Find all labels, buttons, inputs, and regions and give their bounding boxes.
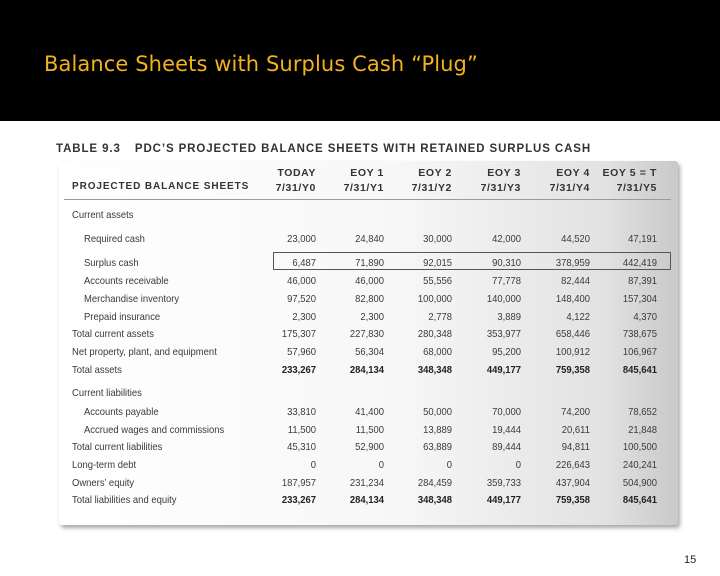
row-label: Merchandise inventory <box>84 293 180 305</box>
table-row <box>0 364 720 380</box>
cell-eoy4: 94,811 <box>561 441 590 453</box>
cell-today: 6,487 <box>292 257 316 269</box>
cell-eoy3: 353,977 <box>486 328 521 340</box>
cell-eoy5: 87,391 <box>628 275 657 287</box>
cell-eoy2: 0 <box>446 459 452 471</box>
row-label: Required cash <box>84 233 145 245</box>
row-label: Owners’ equity <box>72 477 135 489</box>
table-row <box>0 406 720 422</box>
cell-eoy3: 77,778 <box>492 275 521 287</box>
column-header-eoy3 <box>441 166 521 196</box>
title-band <box>0 0 720 121</box>
cell-eoy2: 50,000 <box>423 406 452 418</box>
cell-eoy1: 0 <box>378 459 384 471</box>
cell-eoy3: 449,177 <box>486 364 521 376</box>
cell-today: 33,810 <box>287 406 316 418</box>
cell-eoy1: 284,134 <box>349 364 384 376</box>
table-row <box>0 346 720 362</box>
column-header-date: 7/31/Y0 <box>275 182 316 194</box>
cell-today: 175,307 <box>281 328 316 340</box>
cell-eoy4: 759,358 <box>555 494 590 506</box>
cell-eoy3: 449,177 <box>486 494 521 506</box>
row-label: Surplus cash <box>84 257 139 269</box>
cell-eoy1: 56,304 <box>355 346 384 358</box>
cell-eoy2: 30,000 <box>423 233 452 245</box>
cell-eoy3: 42,000 <box>492 233 521 245</box>
section-heading-row <box>0 209 720 225</box>
cell-eoy1: 71,890 <box>355 257 384 269</box>
section-heading-row <box>0 387 720 403</box>
row-label: Net property, plant, and equipment <box>72 346 217 358</box>
cell-eoy2: 2,778 <box>428 311 452 323</box>
page-number: 15 <box>684 554 697 566</box>
cell-eoy1: 41,400 <box>355 406 384 418</box>
table-row <box>0 328 720 344</box>
column-header-period: EOY 2 <box>418 167 452 179</box>
cell-eoy2: 63,889 <box>423 441 452 453</box>
cell-eoy1: 11,500 <box>355 424 384 436</box>
cell-eoy5: 47,191 <box>628 233 657 245</box>
table-caption <box>56 143 591 155</box>
cell-eoy4: 658,446 <box>555 328 590 340</box>
table-row <box>0 275 720 291</box>
column-header-date: 7/31/Y2 <box>411 182 452 194</box>
cell-eoy4: 437,904 <box>555 477 590 489</box>
column-header-period: EOY 1 <box>350 167 384 179</box>
cell-eoy4: 100,912 <box>555 346 590 358</box>
row-label: Accrued wages and commissions <box>84 424 225 436</box>
cell-eoy1: 2,300 <box>360 311 384 323</box>
column-header-date: 7/31/Y4 <box>549 182 590 194</box>
cell-eoy3: 140,000 <box>486 293 521 305</box>
cell-eoy5: 845,641 <box>622 364 657 376</box>
row-label: Total current assets <box>72 328 154 340</box>
cell-eoy4: 378,959 <box>555 257 590 269</box>
cell-eoy1: 231,234 <box>349 477 384 489</box>
cell-today: 187,957 <box>281 477 316 489</box>
cell-eoy2: 348,348 <box>417 494 452 506</box>
table-row <box>0 233 720 249</box>
cell-eoy2: 55,556 <box>423 275 452 287</box>
cell-today: 0 <box>310 459 316 471</box>
cell-eoy4: 44,520 <box>561 233 590 245</box>
cell-eoy4: 82,444 <box>561 275 590 287</box>
cell-eoy4: 226,643 <box>555 459 590 471</box>
header-rule <box>64 199 671 200</box>
column-header-date: 7/31/Y5 <box>616 182 657 194</box>
cell-eoy3: 3,889 <box>497 311 521 323</box>
cell-eoy4: 74,200 <box>561 406 590 418</box>
cell-eoy1: 82,800 <box>355 293 384 305</box>
slide-title: Balance Sheets with Surplus Cash “Plug” <box>44 52 478 76</box>
cell-eoy1: 227,830 <box>349 328 384 340</box>
cell-eoy5: 845,641 <box>622 494 657 506</box>
table-number: TABLE 9.3 <box>56 143 121 155</box>
cell-eoy1: 284,134 <box>349 494 384 506</box>
cell-eoy1: 52,900 <box>355 441 384 453</box>
row-label: Prepaid insurance <box>84 311 161 323</box>
cell-eoy3: 90,310 <box>492 257 521 269</box>
cell-eoy2: 92,015 <box>423 257 452 269</box>
table-row <box>0 293 720 309</box>
table-row <box>0 424 720 440</box>
cell-eoy2: 348,348 <box>417 364 452 376</box>
row-label: Total current liabilities <box>72 441 163 453</box>
cell-eoy2: 68,000 <box>423 346 452 358</box>
cell-eoy5: 4,370 <box>633 311 657 323</box>
cell-today: 97,520 <box>287 293 316 305</box>
table-row <box>0 477 720 493</box>
cell-eoy4: 20,611 <box>561 424 590 436</box>
column-header-eoy5 <box>577 166 657 196</box>
surplus-cash-highlight <box>273 252 671 270</box>
cell-eoy3: 359,733 <box>486 477 521 489</box>
cell-today: 2,300 <box>292 311 316 323</box>
row-label: Total assets <box>72 364 122 376</box>
cell-today: 57,960 <box>287 346 316 358</box>
cell-eoy3: 19,444 <box>492 424 521 436</box>
cell-eoy3: 70,000 <box>492 406 521 418</box>
cell-eoy5: 240,241 <box>622 459 657 471</box>
cell-eoy2: 280,348 <box>417 328 452 340</box>
cell-eoy5: 21,848 <box>628 424 657 436</box>
column-header-date: 7/31/Y1 <box>343 182 384 194</box>
cell-eoy4: 4,122 <box>566 311 590 323</box>
cell-eoy3: 0 <box>515 459 521 471</box>
table-caption-text: PDC’S PROJECTED BALANCE SHEETS WITH RETAINED SURPLUS CASH <box>134 143 592 155</box>
cell-eoy5: 157,304 <box>622 293 657 305</box>
cell-eoy4: 759,358 <box>555 364 590 376</box>
column-header-period: EOY 4 <box>556 167 590 179</box>
column-header-period: EOY 5 = T <box>602 167 657 179</box>
cell-today: 233,267 <box>281 494 316 506</box>
row-label: Long-term debt <box>72 459 137 471</box>
cell-eoy3: 95,200 <box>492 346 521 358</box>
column-header-period: EOY 3 <box>487 167 521 179</box>
row-header: PROJECTED BALANCE SHEETS <box>72 181 250 192</box>
cell-eoy1: 24,840 <box>355 233 384 245</box>
table-row <box>0 441 720 457</box>
cell-today: 46,000 <box>287 275 316 287</box>
cell-today: 23,000 <box>287 233 316 245</box>
cell-eoy2: 13,889 <box>423 424 452 436</box>
column-header-eoy2 <box>372 166 452 196</box>
table-row <box>0 459 720 475</box>
cell-eoy4: 148,400 <box>555 293 590 305</box>
cell-eoy1: 46,000 <box>355 275 384 287</box>
cell-eoy2: 284,459 <box>417 477 452 489</box>
row-label: Accounts receivable <box>84 275 169 287</box>
cell-eoy5: 78,652 <box>628 406 657 418</box>
cell-eoy2: 100,000 <box>417 293 452 305</box>
cell-today: 11,500 <box>287 424 316 436</box>
column-header-date: 7/31/Y3 <box>480 182 521 194</box>
table-row <box>0 494 720 510</box>
row-label: Current liabilities <box>72 387 142 399</box>
cell-today: 45,310 <box>287 441 316 453</box>
row-label: Total liabilities and equity <box>72 494 177 506</box>
column-header-period: TODAY <box>277 167 316 179</box>
table-row <box>0 311 720 327</box>
row-label: Accounts payable <box>84 406 159 418</box>
cell-eoy5: 106,967 <box>622 346 657 358</box>
cell-eoy3: 89,444 <box>492 441 521 453</box>
cell-eoy5: 100,500 <box>622 441 657 453</box>
cell-eoy5: 504,900 <box>622 477 657 489</box>
cell-eoy5: 738,675 <box>622 328 657 340</box>
cell-eoy5: 442,419 <box>622 257 657 269</box>
cell-today: 233,267 <box>281 364 316 376</box>
row-label: Current assets <box>72 209 134 221</box>
